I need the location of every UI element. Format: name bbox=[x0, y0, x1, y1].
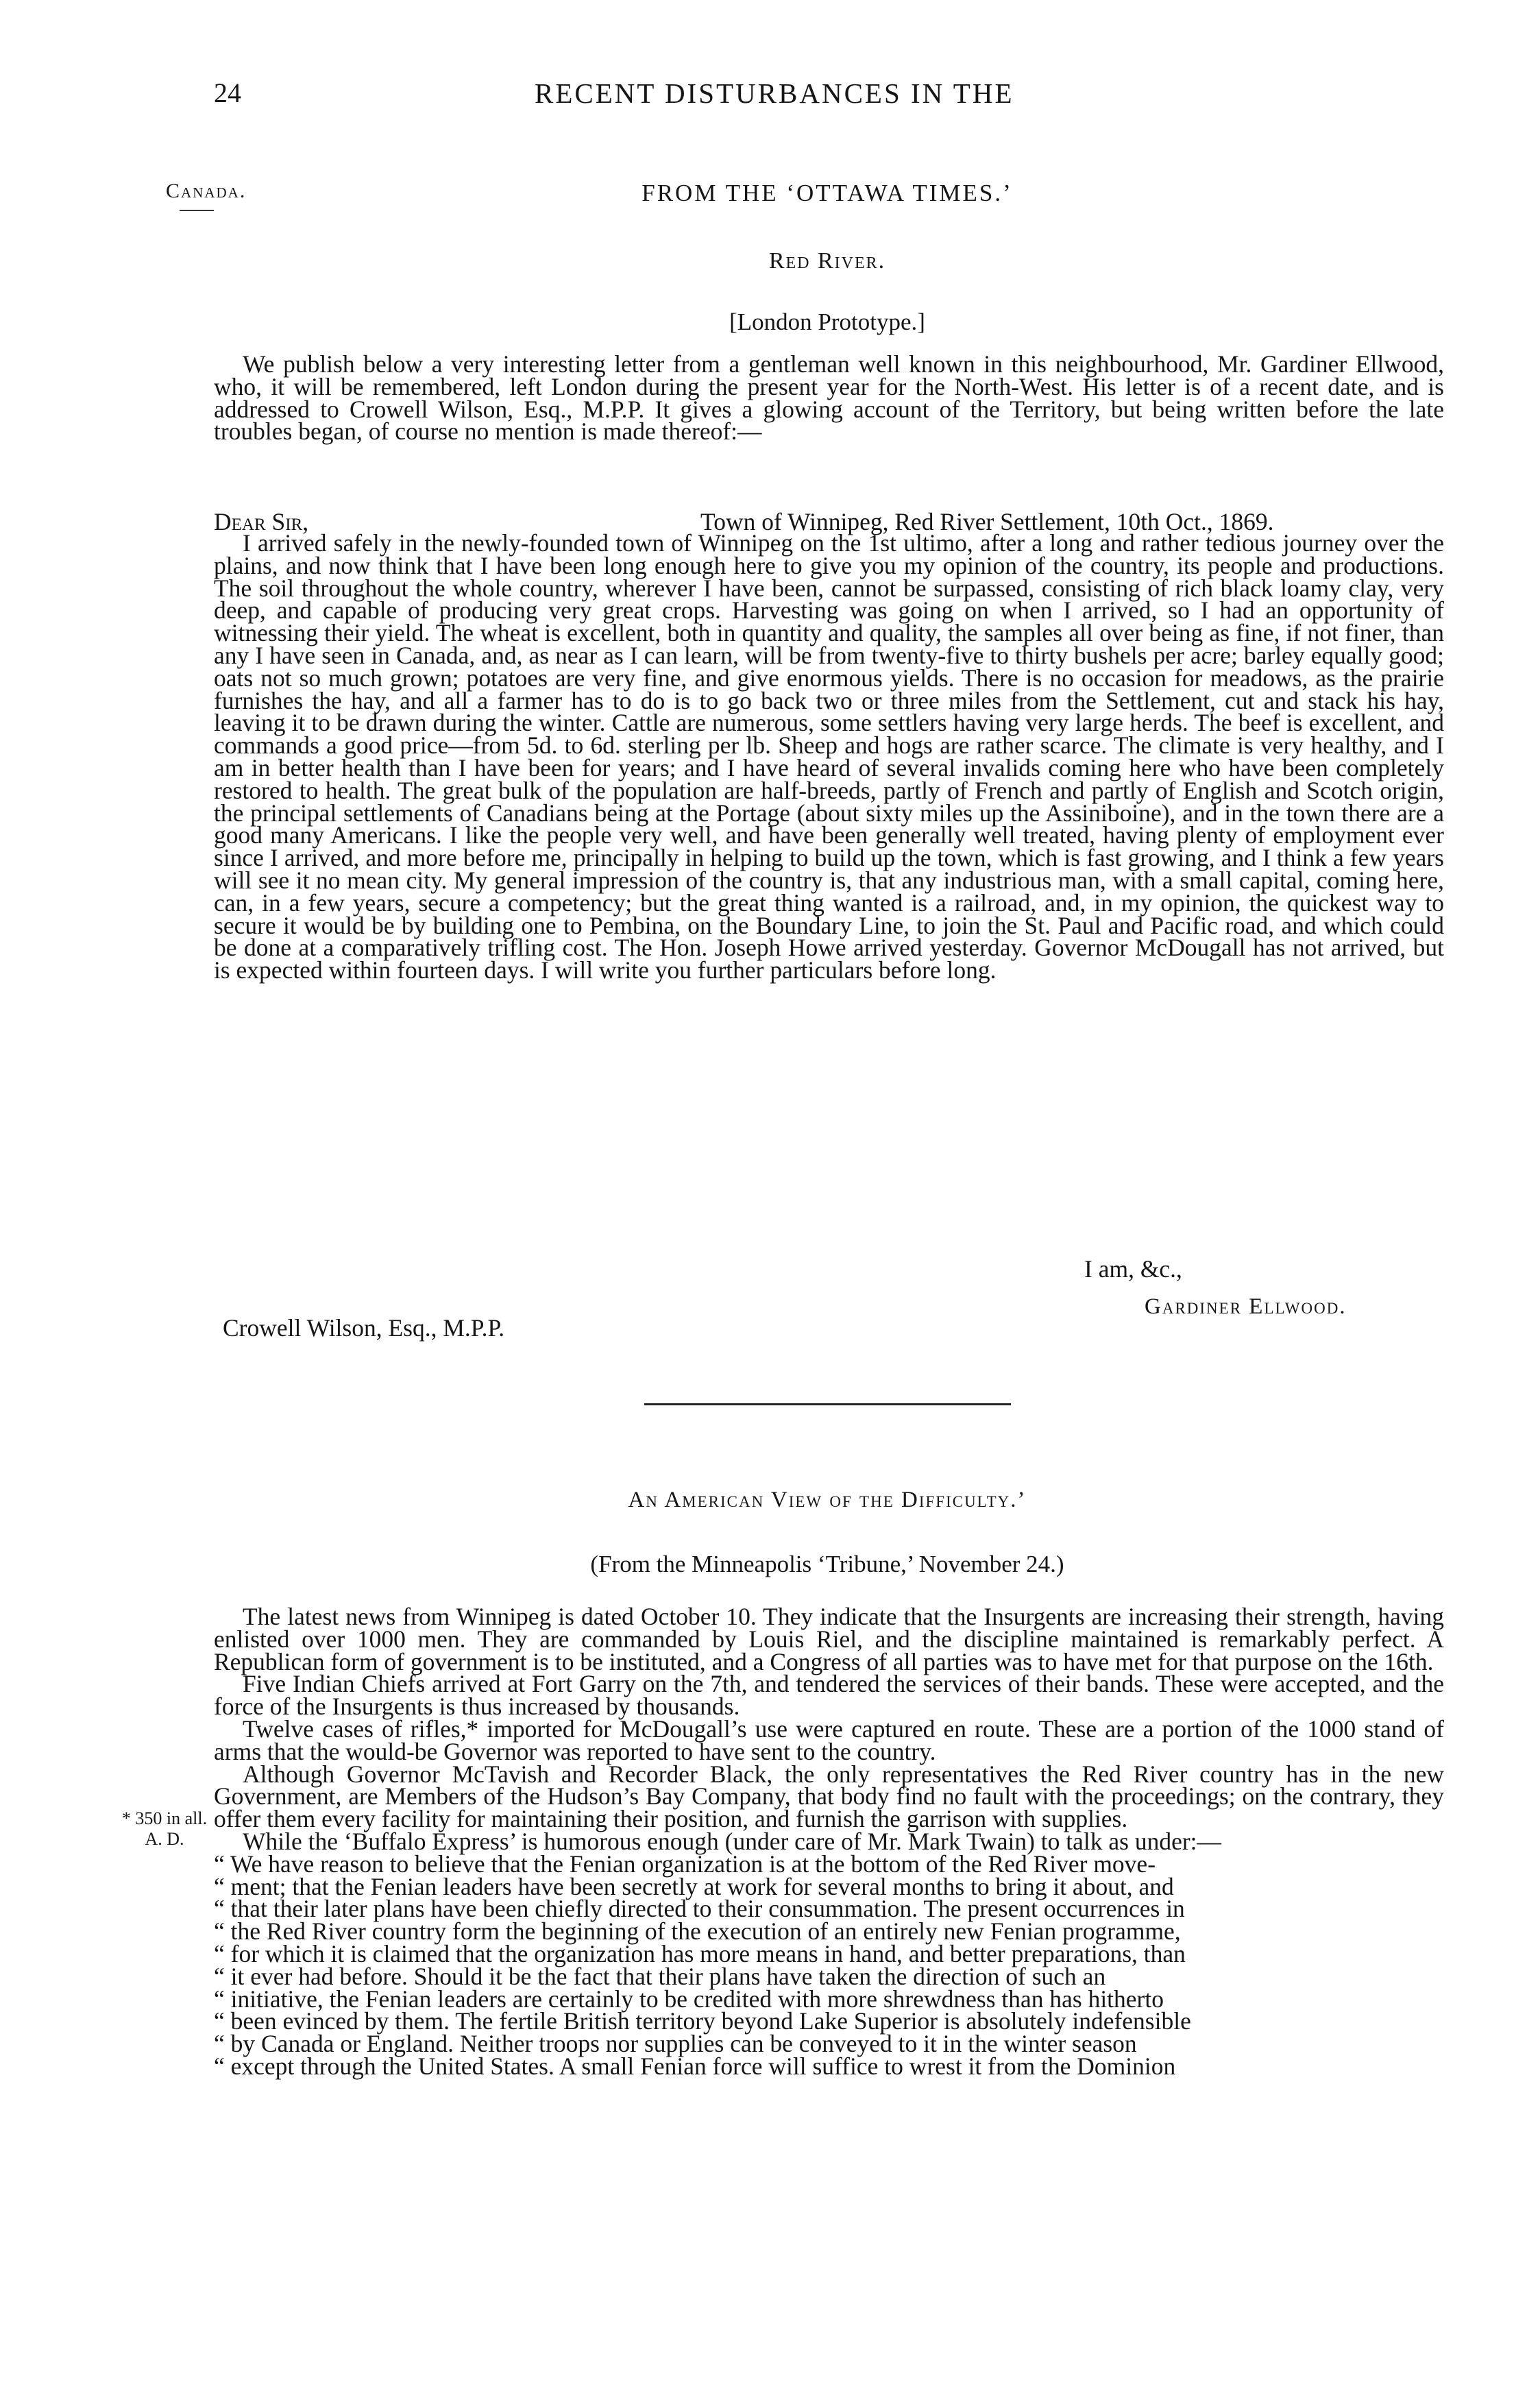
paragraph: Although Governor McTavish and Recorder Black, the only representatives the Red River country has in the new Government, are Members of the Hudson’s Bay Company, that body find no fault with the proceedings; on the contrary, they offer them every facility for maintaining their position, and furnish the garrison with supplies. bbox=[214, 1760, 1444, 1833]
letter-addressee: Crowell Wilson, Esq., M.P.P. bbox=[223, 1314, 505, 1342]
letter-body: I arrived safely in the newly-founded town of Winnipeg on the 1st ultimo, after a long and rather tedious journey over the plains, and now think that I have been long enough here to give you my opinion of the country, its people and productions. The soil throughout the whole country, wherever I have been, cannot be surpassed, consisting of rich black loamy clay, very deep, and capable of producing very great crops. Harvesting was going on when I arrived, so I had an opportunity of witnessing their yield. The wheat is excellent, both in quantity and quality, the samples all over being as fine, if not finer, than any I have seen in Canada, and, as near as I can learn, will be from twenty-five to thirty bushels per acre; barley equally good; oats not so much grown; potatoes are very fine, and give enormous yields. There is no occasion for meadows, as the prairie furnishes the hay, and all a farmer has to do is to go back two or three miles from the Settlement, cut and stack his hay, leaving it to be drawn during the winter. Cattle are numerous, some settlers having very large herds. The beef is excellent, and commands a good price—from 5d. to 6d. sterling per lb. Sheep and hogs are rather scarce. The climate is very healthy, and I am in better health than I have been for years; and I have heard of several invalids coming here who have been completely restored to health. The great bulk of the population are half-breeds, partly of French and partly of English and Scotch origin, the principal settlements of Canadians being at the Portage (about sixty miles up the Assiniboine), and in the town there are a good many Americans. I like the people very well, and have been generally well treated, having plenty of employment ever since I arrived, and more before me, principally in helping to build up the town, which is fast growing, and I think a few years will see it no mean city. My general impression of the country is, that any industrious man, with a small capital, coming here, can, in a few years, secure a competency; but the great thing wanted is a railroad, and, in my opinion, the quickest way to secure it would be by building one to Pembina, on the Boundary Line, to join the St. Paul and Pacific road, and which could be done at a comparatively trifling cost. The Hon. Joseph Howe arrived yesterday. Governor McDougall has not arrived, but is expected within fourteen days. I will write you further particulars before long. bbox=[214, 529, 1444, 984]
section1-intro: We publish below a very interesting letter from a gentleman well known in this neighbourhood, Mr. Gardiner Ellwood, who, it will be remembered, left London during the present year for the North-West. His letter is of a recent date, and is addressed to Crowell Wilson, Esq., M.P.P. It gives a glowing account of the Territory, but being written before the late troubles began, of course no mention is made thereof:— bbox=[214, 350, 1444, 446]
quote-line: “ that their later plans have been chiefly directed to their consummation. The present occurrences in bbox=[214, 1895, 1185, 1923]
margin-footnote: * 350 in all. A. D. bbox=[121, 1808, 208, 1849]
quote-line: “ ment; that the Fenian leaders have been secretly at work for several months to bring it about, and bbox=[214, 1872, 1174, 1900]
section1-title: FROM THE ‘OTTAWA TIMES.’ bbox=[641, 180, 1013, 206]
quote-line: “ it ever had before. Should it be the fact that their plans have taken the direction of such an bbox=[214, 1962, 1106, 1990]
quote-block bbox=[214, 1850, 1444, 2080]
section-divider bbox=[644, 1403, 1011, 1405]
section2-title: An American View of the Difficulty.’ bbox=[628, 1488, 1027, 1512]
section2-source: (From the Minneapolis ‘Tribune,’ November 24.) bbox=[590, 1551, 1064, 1577]
quote-line: “ been evinced by them. The fertile British territory beyond Lake Superior is absolutely indefensible bbox=[214, 2007, 1191, 2035]
running-head: RECENT DISTURBANCES IN THE bbox=[535, 77, 1014, 109]
quote-line: “ the Red River country form the beginning of the execution of an entirely new Fenian programme, bbox=[214, 1917, 1181, 1946]
margin-section-label: Canada. bbox=[166, 180, 247, 202]
dateline: Town of Winnipeg, Red River Settlement, 10th Oct., 1869. bbox=[700, 508, 1274, 535]
paragraph: Twelve cases of rifles,* imported for McDougall’s use were captured en route. These are a portion of the 1000 stand of arms that the would-be Governor was reported to have sent to the country. bbox=[214, 1714, 1444, 1765]
salutation: Dear Sir, bbox=[214, 508, 309, 535]
paragraph: While the ‘Buffalo Express’ is humorous enough (under care of Mr. Mark Twain) to talk as under:— bbox=[243, 1827, 1222, 1855]
quote-line: “ for which it is claimed that the organization has more means in hand, and better preparations, than bbox=[214, 1939, 1186, 1967]
quote-line: “ except through the United States. A small Fenian force will suffice to wrest it from the Dominion bbox=[214, 2052, 1176, 2080]
letter-signature: Gardiner Ellwood. bbox=[1145, 1294, 1347, 1319]
paragraph: The latest news from Winnipeg is dated October 10. They indicate that the Insurgents are increasing their strength, having enlisted over 1000 men. They are commanded by Louis Riel, and the discipline maintained is remarkably perfect. A Republican form of government is to be instituted, and a Congress of all parties was to have met for that purpose on the 16th. bbox=[214, 1603, 1444, 1675]
section1-subtitle: Red River. bbox=[768, 248, 886, 274]
quote-line: “ We have reason to believe that the Fenian organization is at the bottom of the Red River move- bbox=[214, 1850, 1156, 1878]
margin-rule bbox=[180, 210, 214, 211]
section2-body bbox=[214, 1603, 1444, 2080]
quote-line: “ by Canada or England. Neither troops nor supplies can be conveyed to it in the winter season bbox=[214, 2030, 1137, 2058]
quote-line: “ initiative, the Fenian leaders are certainly to be credited with more shrewdness than has hitherto bbox=[214, 1985, 1164, 2013]
paragraph: Five Indian Chiefs arrived at Fort Garry on the 7th, and tendered the services of their bands. These were accepted, and the force of the Insurgents is thus increased by thousands. bbox=[214, 1670, 1444, 1721]
section1-source: [London Prototype.] bbox=[729, 308, 925, 335]
letter-closing: I am, &c., bbox=[1084, 1255, 1182, 1283]
page-number: 24 bbox=[214, 77, 241, 108]
